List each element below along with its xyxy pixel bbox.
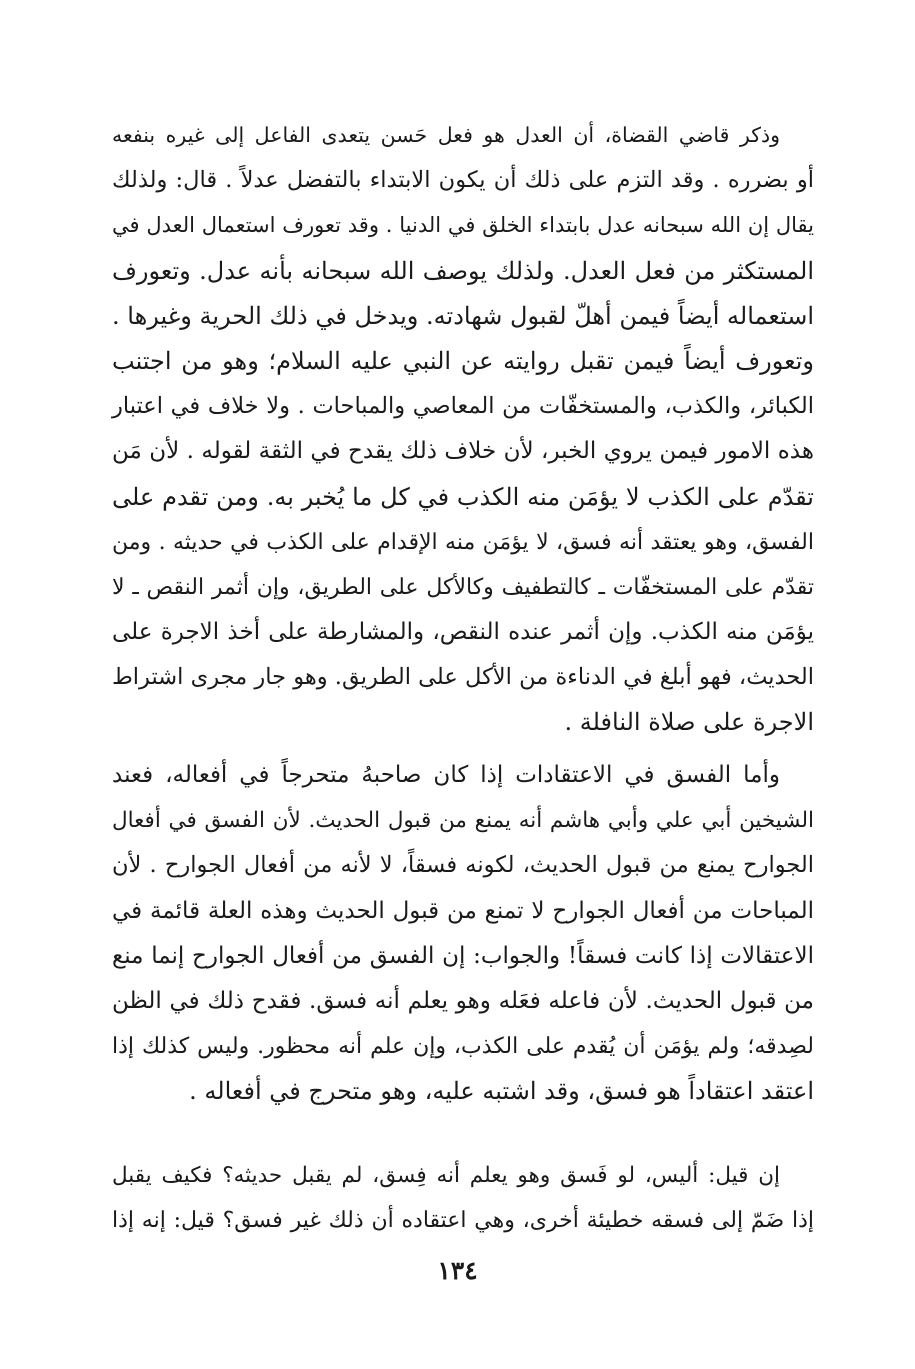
paragraph-1: [112, 113, 814, 746]
text-line: الجوارح يمنع من قبول الحديث، لكونه فسقاً، لا لأنه من أفعال الجوارح . لأن: [112, 852, 814, 879]
text-line: وتعورف أيضاً فيمن تقبل روايته عن النبي عليه السلام؛ وهو من اجتنب: [112, 346, 814, 375]
text-line: المستكثر من فعل العدل. ولذلك يوصف الله سبحانه بأنه عدل. وتعورف: [112, 256, 814, 285]
text-line: تقدّم على المستخفّات ـ كالتطفيف وكالأكل على الطريق، وإن أثمر النقص ـ لا: [112, 574, 814, 600]
text-line: وأما الفسق في الاعتقادات إذا كان صاحبهُ متحرجاً في أفعاله، فعند: [112, 762, 780, 788]
text-line: استعماله أيضاً فيمن أهلّ لقبول شهادته. ويدخل في ذلك الحرية وغيرها .: [112, 301, 814, 330]
text-line: وذكر قاضي القضاة، أن العدل هو فعل حَسن يتعدى الفاعل إلى غيره بنفعه: [112, 123, 780, 147]
text-line: اعتقد اعتقاداً هو فسق، وقد اشتبه عليه، وهو متحرج في أفعاله .: [189, 1077, 814, 1106]
text-line: الكبائر، والكذب، والمستخفّات من المعاصي والمباحات . ولا خلاف في اعتبار: [112, 393, 814, 420]
text-line: هذه الامور فيمن يروي الخبر، لأن خلاف ذلك يقدح في الثقة لقوله . لأن مَن: [112, 438, 814, 465]
text-line: لصِدقه؛ ولم يؤمَن أن يُقدم على الكذب، وإن علم أنه محظور. وليس كذلك إذا: [112, 1034, 814, 1060]
paragraph-3: [112, 1153, 814, 1243]
text-line: الشيخين أبي علي وأبي هاشم أنه يمنع من قبول الحديث. لأن الفسق في أفعال: [112, 808, 814, 834]
text-line: من قبول الحديث. لأن فاعله فعَله وهو يعلم أنه فسق. فقدح ذلك في الظن: [112, 987, 814, 1014]
text-line: إذا ضَمّ إلى فسقه خطيئة أخرى، وهي اعتقاده أن ذلك غير فسق؟ قيل: إنه إذا: [112, 1208, 814, 1234]
text-line: تقدّم على الكذب لا يؤمَن منه الكذب في كل ما يُخبر به. ومن تقدم على: [112, 482, 814, 511]
text-line: الاجرة على صلاة النافلة .: [564, 708, 814, 737]
text-line: المباحات من أفعال الجوارح لا تمنع من قبول الحديث وهذه العلة قائمة في: [112, 897, 814, 924]
text-line: الفسق، وهو يعتقد أنه فسق، لا يؤمَن منه الإقدام على الكذب في حديثه . ومن: [112, 529, 814, 555]
text-line: أو بضرره . وقد التزم على ذلك أن يكون الابتداء بالتفضل عدلاً . قال: ولذلك: [112, 167, 814, 194]
text-line: إن قيل: أليس، لو فَسق وهو يعلم أنه فِسق، لم يقبل حديثه؟ فكيف يقبل: [112, 1163, 780, 1188]
text-line: الحديث، فهو أبلغ في الدناءة من الأكل على الطريق. وهو جار مجرى اشتراط: [112, 664, 814, 691]
text-line: يؤمَن منه الكذب. وإن أثمر عنده النقص، والمشارطة على أخذ الاجرة على: [112, 619, 814, 646]
text-line: الاعتقالات إذا كانت فسقاً! والجواب: إن الفسق من أفعال الجوارح إنما منع: [112, 942, 814, 969]
page-number: ١٣٤: [437, 1256, 478, 1285]
text-line: يقال إن الله سبحانه عدل بابتداء الخلق في الدنيا . وقد تعورف استعمال العدل في: [112, 213, 814, 238]
paragraph-2: [112, 753, 814, 1115]
